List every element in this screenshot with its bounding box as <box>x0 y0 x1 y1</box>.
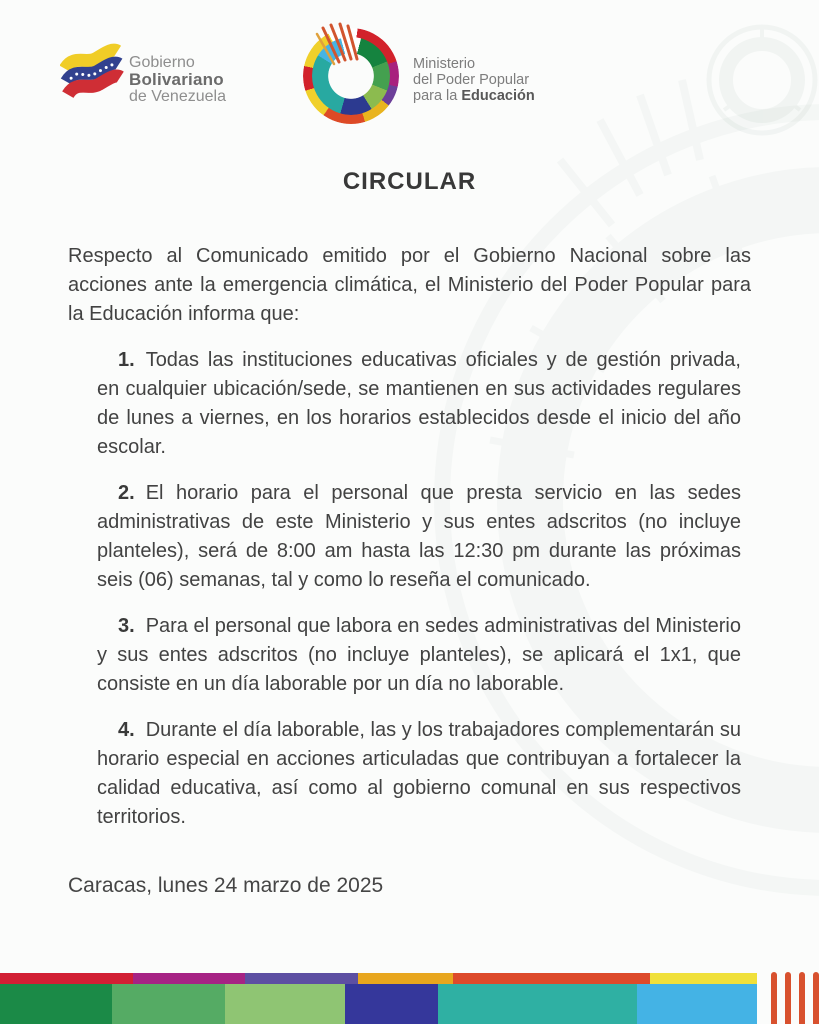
gov-logo-line2: Bolivariano <box>129 70 224 89</box>
circular-items <box>68 346 751 832</box>
gov-logo-text <box>129 38 226 105</box>
color-block <box>650 973 757 984</box>
gov-logo-line3: de Venezuela <box>129 88 226 105</box>
accent-stripe <box>771 972 777 1024</box>
footer-color-bars <box>0 973 757 1024</box>
color-block <box>453 973 650 984</box>
ministry-logo-line2: del Poder Popular <box>413 72 530 88</box>
ministry-ring-icon <box>303 28 399 124</box>
ministry-logo-line1: Ministerio <box>413 56 476 72</box>
item-text: El horario para el personal que presta servicio en las sedes administrativas de este Ministerio y sus entes adscritos (no incluye planteles), será de 8:00 am hasta las 12:30 pm durante las próximas seis (06) semanas, tal y como lo reseña el comunicado. <box>97 482 741 591</box>
ministry-logo-line3-prefix: para la <box>413 88 462 104</box>
ministry-logo-text <box>413 28 535 104</box>
footer-accent-stripes <box>757 972 819 1024</box>
page-title: CIRCULAR <box>342 168 477 195</box>
color-block <box>358 973 453 984</box>
item-text: Durante el día laborable, las y los trabajadores complementarán su horario especial en acciones articuladas que contribuyan a fortalecer la calidad educativa, así como al gobierno comunal en sus respectivos territorios. <box>97 719 741 828</box>
circular-item <box>97 716 741 832</box>
color-block <box>0 973 133 984</box>
color-block <box>133 973 245 984</box>
footer-top-row <box>0 973 757 984</box>
accent-stripe <box>785 972 791 1024</box>
item-number: 2. <box>118 482 135 504</box>
item-number: 4. <box>118 719 135 741</box>
color-block <box>637 984 757 1024</box>
gov-venezuela-logo <box>60 38 226 114</box>
dateline: Caracas, lunes 24 marzo de 2025 <box>68 874 384 897</box>
circular-item <box>97 612 741 699</box>
item-text: Todas las instituciones educativas oficiales y de gestión privada, en cualquier ubicación/sede, se mantienen en sus actividades regulares de lunes a viernes, en los horarios establecidos desde el inicio del año escolar. <box>97 349 741 458</box>
color-block <box>225 984 345 1024</box>
gov-logo-line1: Gobierno <box>129 54 195 71</box>
circular-item <box>97 346 741 462</box>
ministry-logo-line3-bold: Educación <box>461 88 535 104</box>
item-number: 1. <box>118 349 135 371</box>
item-text: Para el personal que labora en sedes administrativas del Ministerio y sus entes adscritos (no incluye planteles), se aplicará el 1x1, que consiste en un día laborable por un día no laborable. <box>97 615 741 695</box>
accent-stripe <box>799 972 805 1024</box>
color-block <box>112 984 225 1024</box>
color-block <box>438 984 637 1024</box>
accent-stripe <box>813 972 819 1024</box>
footer-bottom-row <box>0 984 757 1024</box>
ministry-logo-line3 <box>413 88 535 104</box>
ministry-brush-strokes-icon <box>299 18 369 70</box>
venezuela-flag-icon <box>60 38 124 114</box>
circular-body <box>68 168 751 898</box>
color-block <box>345 984 438 1024</box>
color-block <box>245 973 358 984</box>
ministry-education-logo <box>303 28 535 124</box>
intro-paragraph: Respecto al Comunicado emitido por el Gobierno Nacional sobre las acciones ante la emergencia climática, el Ministerio del Poder Popular para la Educación informa que: <box>68 245 751 325</box>
color-block <box>0 984 112 1024</box>
circular-item <box>97 479 741 595</box>
item-number: 3. <box>118 615 135 637</box>
